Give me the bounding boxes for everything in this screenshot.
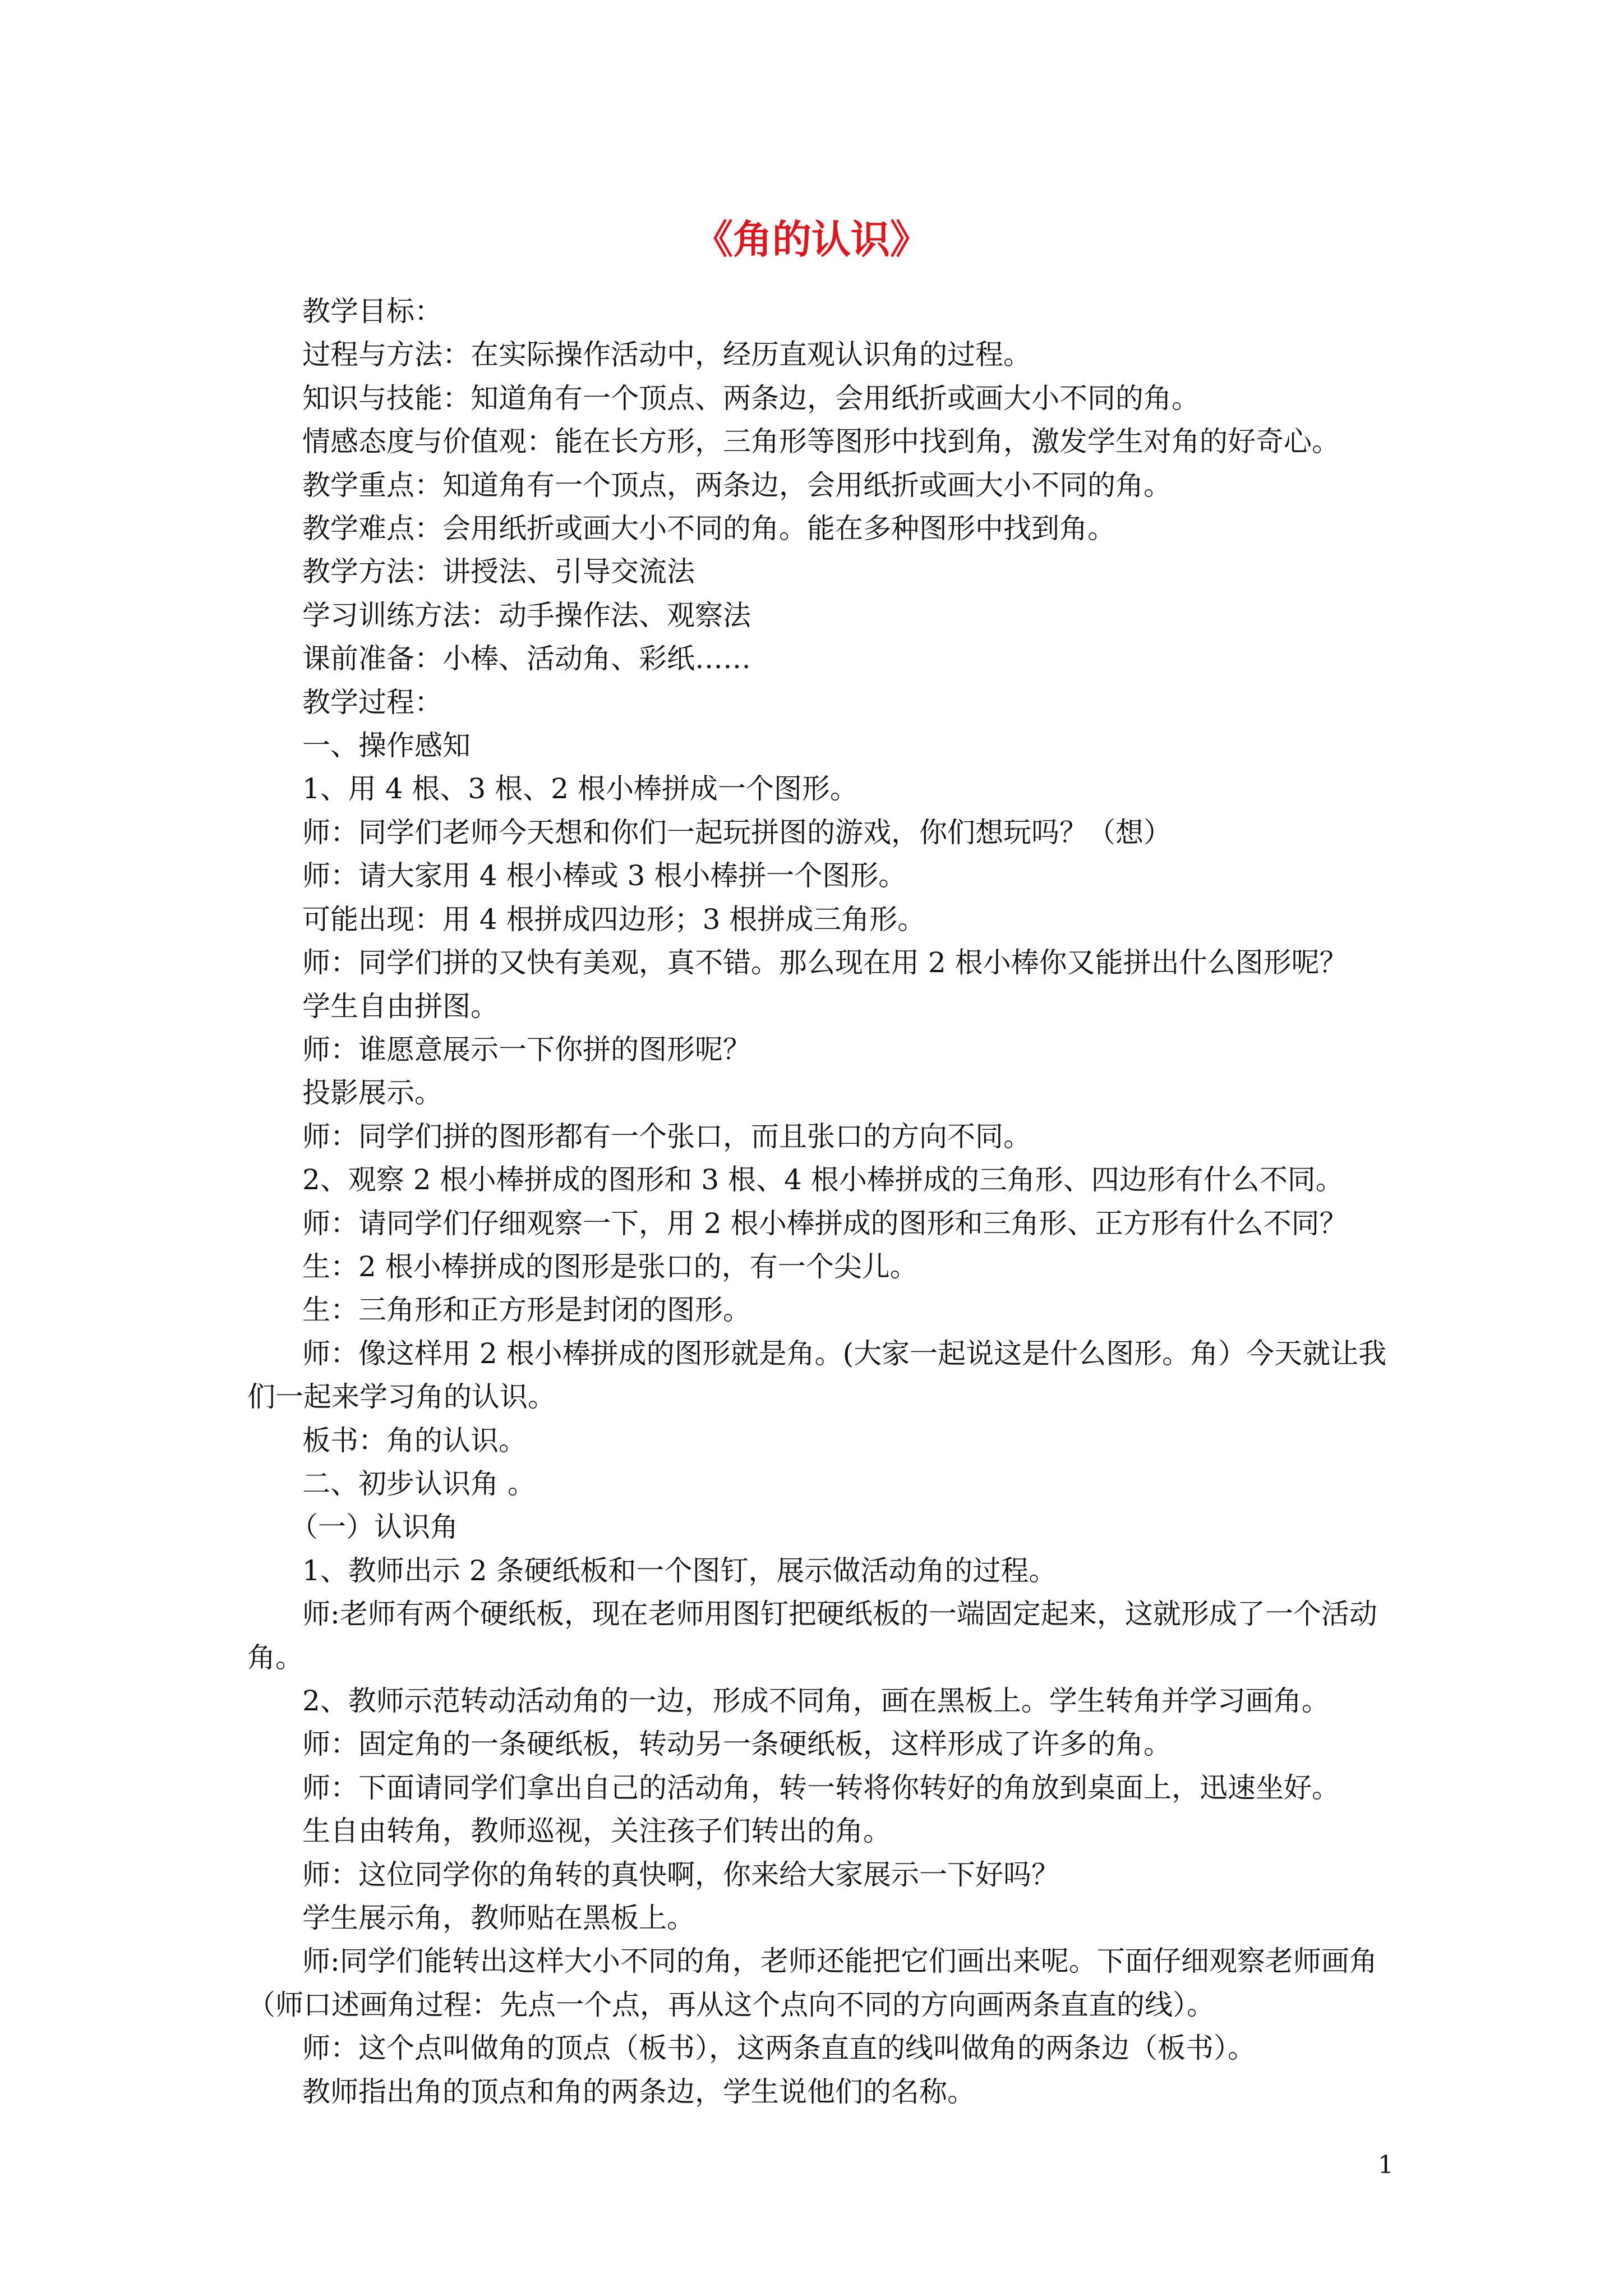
paragraph: 师：同学们拼的又快有美观，真不错。那么现在用 2 根小棒你又能拼出什么图形呢？: [302, 946, 1348, 979]
paragraph: 板书：角的认识。: [302, 1424, 527, 1457]
paragraph: 教学难点：会用纸折或画大小不同的角。能在多种图形中找到角。: [302, 512, 1115, 545]
page-number: 1: [1378, 2151, 1394, 2179]
paragraph: 知识与技能：知道角有一个顶点、两条边，会用纸折或画大小不同的角。: [302, 381, 1200, 415]
paragraph: 可能出现：用 4 根拼成四边形；3 根拼成三角形。: [302, 903, 926, 936]
paragraph: 师：请同学们仔细观察一下，用 2 根小棒拼成的图形和三角形、正方形有什么不同？: [302, 1207, 1348, 1240]
paragraph: 生：三角形和正方形是封闭的图形。: [302, 1294, 751, 1327]
paragraph: 教学目标：: [302, 295, 442, 328]
paragraph: 学生展示角，教师贴在黑板上。: [302, 1902, 695, 1935]
paragraph: 投影展示。: [302, 1076, 442, 1110]
paragraph: 学生自由拼图。: [302, 990, 499, 1023]
paragraph: 教学过程：: [302, 685, 442, 719]
paragraph: 1、教师出示 2 条硬纸板和一个图钉，展示做活动角的过程。: [302, 1554, 1057, 1587]
paragraph: 师：下面请同学们拿出自己的活动角，转一转将你转好的角放到桌面上，迅速坐好。: [302, 1771, 1340, 1804]
paragraph: 教学方法：讲授法、引导交流法: [302, 555, 695, 588]
page-title: 《角的认识》: [694, 216, 929, 263]
paragraph: 师：这个点叫做角的顶点（板书），这两条直直的线叫做角的两条边（板书）。: [302, 2032, 1256, 2065]
paragraph: 课前准备：小棒、活动角、彩纸……: [302, 642, 751, 675]
paragraph: 师：固定角的一条硬纸板，转动另一条硬纸板，这样形成了许多的角。: [302, 1728, 1172, 1761]
paragraph: 生：2 根小棒拼成的图形是张口的，有一个尖儿。: [302, 1250, 918, 1283]
paragraph: 师:老师有两个硬纸板，现在老师用图钉把硬纸板的一端固定起来，这就形成了一个活动角。: [247, 1598, 1377, 1674]
subsection-heading: （一）认识角: [290, 1511, 458, 1544]
section-heading: 二、初步认识角 。: [302, 1467, 536, 1500]
paragraph: 过程与方法：在实际操作活动中，经历直观认识角的过程。: [302, 338, 1031, 371]
paragraph: 教师指出角的顶点和角的两条边，学生说他们的名称。: [302, 2075, 975, 2108]
paragraph: 师：请大家用 4 根小棒或 3 根小棒拼一个图形。: [302, 859, 907, 892]
paragraph: 师：同学们拼的图形都有一个张口，而且张口的方向不同。: [302, 1120, 1031, 1153]
paragraph: 师：同学们老师今天想和你们一起玩拼图的游戏，你们想玩吗？（想）: [302, 816, 1172, 849]
paragraph: 情感态度与价值观：能在长方形，三角形等图形中找到角，激发学生对角的好奇心。: [302, 425, 1340, 458]
paragraph: 生自由转角，教师巡视，关注孩子们转出的角。: [302, 1815, 891, 1848]
paragraph: 学习训练方法：动手操作法、观察法: [302, 599, 751, 632]
paragraph: 师：这位同学你的角转的真快啊，你来给大家展示一下好吗？: [302, 1858, 1059, 1891]
paragraph: 师：像这样用 2 根小棒拼成的图形就是角。(大家一起说这是什么图形。角）今天就让我们一起来学习角的认识。: [247, 1337, 1387, 1414]
document-body: [247, 290, 1394, 2114]
paragraph: 2、观察 2 根小棒拼成的图形和 3 根、4 根小棒拼成的三角形、四边形有什么不同。: [302, 1163, 1344, 1197]
paragraph: 1、用 4 根、3 根、2 根小棒拼成一个图形。: [302, 772, 858, 806]
section-heading: 一、操作感知: [302, 729, 471, 762]
paragraph: 师:同学们能转出这样大小不同的角，老师还能把它们画出来呢。下面仔细观察老师画角（师口述画角过程：先点一个点，再从这个点向不同的方向画两条直直的线）。: [247, 1945, 1377, 2021]
paragraph: 师：谁愿意展示一下你拼的图形呢？: [302, 1033, 751, 1066]
paragraph: 教学重点：知道角有一个顶点，两条边，会用纸折或画大小不同的角。: [302, 468, 1172, 501]
paragraph: 2、教师示范转动活动角的一边，形成不同角，画在黑板上。学生转角并学习画角。: [302, 1685, 1330, 1717]
